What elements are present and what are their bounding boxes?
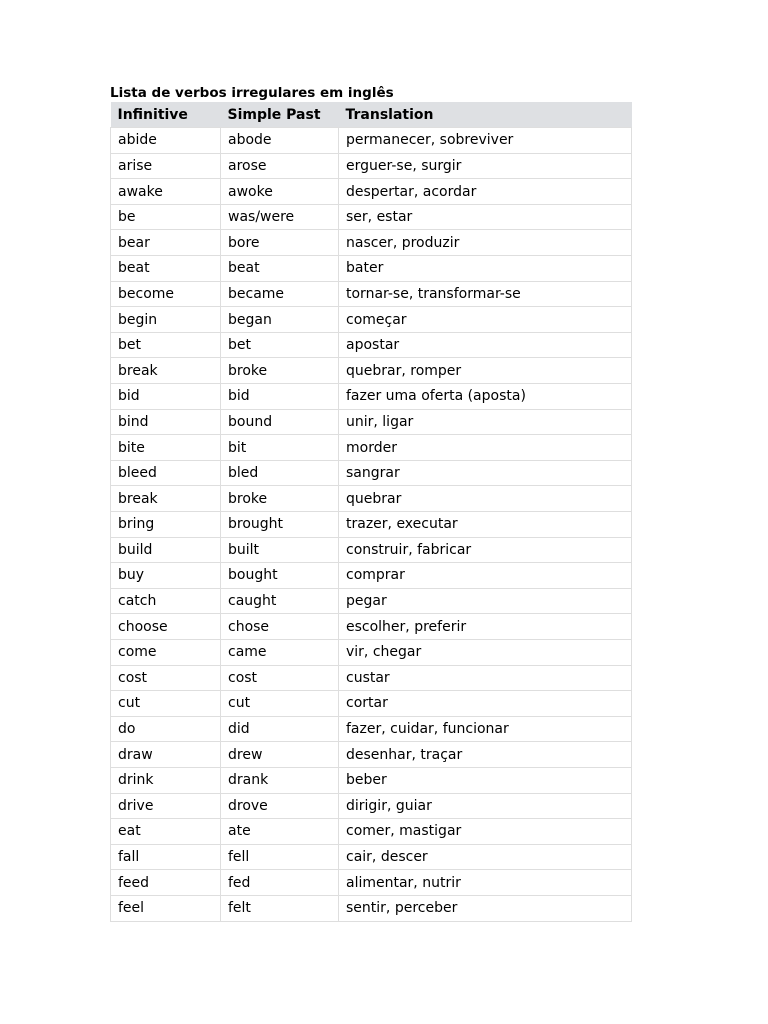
cell-translation: unir, ligar: [339, 409, 632, 435]
table-row: [111, 281, 632, 307]
cell-infinitive: be: [111, 204, 221, 230]
table-row: [111, 128, 632, 154]
cell-infinitive: awake: [111, 179, 221, 205]
cell-infinitive: begin: [111, 307, 221, 333]
cell-infinitive: arise: [111, 153, 221, 179]
cell-translation: ser, estar: [339, 204, 632, 230]
table-row: [111, 691, 632, 717]
cell-infinitive: build: [111, 537, 221, 563]
header-infinitive: Infinitive: [111, 102, 221, 128]
table-row: [111, 512, 632, 538]
cell-infinitive: draw: [111, 742, 221, 768]
table-row: [111, 409, 632, 435]
cell-infinitive: break: [111, 486, 221, 512]
table-row: [111, 179, 632, 205]
cell-translation: cair, descer: [339, 844, 632, 870]
cell-translation: comprar: [339, 563, 632, 589]
cell-translation: comer, mastigar: [339, 819, 632, 845]
cell-infinitive: do: [111, 716, 221, 742]
cell-infinitive: buy: [111, 563, 221, 589]
cell-infinitive: drive: [111, 793, 221, 819]
cell-translation: construir, fabricar: [339, 537, 632, 563]
cell-translation: fazer uma oferta (aposta): [339, 384, 632, 410]
cell-simple-past: beat: [221, 256, 339, 282]
cell-simple-past: felt: [221, 895, 339, 921]
cell-translation: alimentar, nutrir: [339, 870, 632, 896]
cell-simple-past: began: [221, 307, 339, 333]
cell-simple-past: was/were: [221, 204, 339, 230]
cell-simple-past: abode: [221, 128, 339, 154]
cell-infinitive: choose: [111, 614, 221, 640]
cell-infinitive: break: [111, 358, 221, 384]
cell-simple-past: fed: [221, 870, 339, 896]
cell-simple-past: drove: [221, 793, 339, 819]
cell-translation: desenhar, traçar: [339, 742, 632, 768]
table-row: [111, 307, 632, 333]
cell-simple-past: chose: [221, 614, 339, 640]
cell-translation: custar: [339, 665, 632, 691]
table-row: [111, 153, 632, 179]
cell-translation: morder: [339, 435, 632, 461]
cell-infinitive: fall: [111, 844, 221, 870]
cell-simple-past: built: [221, 537, 339, 563]
cell-infinitive: eat: [111, 819, 221, 845]
table-row: [111, 358, 632, 384]
table-row: [111, 870, 632, 896]
cell-simple-past: cut: [221, 691, 339, 717]
table-row: [111, 588, 632, 614]
cell-simple-past: bled: [221, 460, 339, 486]
cell-translation: erguer-se, surgir: [339, 153, 632, 179]
cell-infinitive: bleed: [111, 460, 221, 486]
cell-infinitive: feed: [111, 870, 221, 896]
table-row: [111, 665, 632, 691]
cell-infinitive: bid: [111, 384, 221, 410]
cell-simple-past: bet: [221, 332, 339, 358]
cell-infinitive: come: [111, 639, 221, 665]
table-row: [111, 435, 632, 461]
verbs-table: [110, 102, 632, 922]
cell-infinitive: beat: [111, 256, 221, 282]
cell-infinitive: drink: [111, 767, 221, 793]
cell-translation: beber: [339, 767, 632, 793]
cell-simple-past: bound: [221, 409, 339, 435]
table-row: [111, 819, 632, 845]
cell-simple-past: brought: [221, 512, 339, 538]
cell-simple-past: caught: [221, 588, 339, 614]
table-row: [111, 486, 632, 512]
table-row: [111, 230, 632, 256]
cell-simple-past: drew: [221, 742, 339, 768]
cell-translation: pegar: [339, 588, 632, 614]
table-row: [111, 895, 632, 921]
cell-simple-past: broke: [221, 486, 339, 512]
cell-infinitive: feel: [111, 895, 221, 921]
table-row: [111, 614, 632, 640]
cell-simple-past: bought: [221, 563, 339, 589]
cell-simple-past: bid: [221, 384, 339, 410]
table-row: [111, 793, 632, 819]
cell-infinitive: bring: [111, 512, 221, 538]
cell-infinitive: bear: [111, 230, 221, 256]
cell-infinitive: catch: [111, 588, 221, 614]
table-row: [111, 563, 632, 589]
cell-simple-past: bit: [221, 435, 339, 461]
cell-simple-past: awoke: [221, 179, 339, 205]
cell-simple-past: drank: [221, 767, 339, 793]
cell-infinitive: bet: [111, 332, 221, 358]
cell-translation: escolher, preferir: [339, 614, 632, 640]
cell-translation: trazer, executar: [339, 512, 632, 538]
cell-infinitive: cost: [111, 665, 221, 691]
table-body: [111, 128, 632, 921]
cell-infinitive: become: [111, 281, 221, 307]
table-row: [111, 460, 632, 486]
cell-translation: quebrar: [339, 486, 632, 512]
header-translation: Translation: [339, 102, 632, 128]
table-header: [111, 102, 632, 128]
cell-translation: sentir, perceber: [339, 895, 632, 921]
cell-simple-past: arose: [221, 153, 339, 179]
cell-infinitive: cut: [111, 691, 221, 717]
cell-translation: permanecer, sobreviver: [339, 128, 632, 154]
table-row: [111, 716, 632, 742]
cell-simple-past: bore: [221, 230, 339, 256]
cell-simple-past: ate: [221, 819, 339, 845]
cell-translation: tornar-se, transformar-se: [339, 281, 632, 307]
cell-simple-past: broke: [221, 358, 339, 384]
table-row: [111, 767, 632, 793]
cell-infinitive: bind: [111, 409, 221, 435]
table-row: [111, 384, 632, 410]
cell-translation: fazer, cuidar, funcionar: [339, 716, 632, 742]
table-row: [111, 742, 632, 768]
cell-simple-past: cost: [221, 665, 339, 691]
cell-translation: vir, chegar: [339, 639, 632, 665]
cell-translation: começar: [339, 307, 632, 333]
table-row: [111, 332, 632, 358]
cell-translation: nascer, produzir: [339, 230, 632, 256]
table-row: [111, 256, 632, 282]
cell-translation: despertar, acordar: [339, 179, 632, 205]
cell-simple-past: became: [221, 281, 339, 307]
cell-translation: cortar: [339, 691, 632, 717]
cell-simple-past: fell: [221, 844, 339, 870]
header-simple-past: Simple Past: [221, 102, 339, 128]
cell-infinitive: abide: [111, 128, 221, 154]
table-row: [111, 844, 632, 870]
page-title: Lista de verbos irregulares em inglês: [110, 85, 394, 101]
header-row: [111, 102, 632, 128]
cell-translation: bater: [339, 256, 632, 282]
cell-translation: quebrar, romper: [339, 358, 632, 384]
cell-translation: apostar: [339, 332, 632, 358]
cell-simple-past: came: [221, 639, 339, 665]
table-row: [111, 537, 632, 563]
table-row: [111, 639, 632, 665]
cell-translation: sangrar: [339, 460, 632, 486]
cell-infinitive: bite: [111, 435, 221, 461]
table-row: [111, 204, 632, 230]
cell-translation: dirigir, guiar: [339, 793, 632, 819]
cell-simple-past: did: [221, 716, 339, 742]
